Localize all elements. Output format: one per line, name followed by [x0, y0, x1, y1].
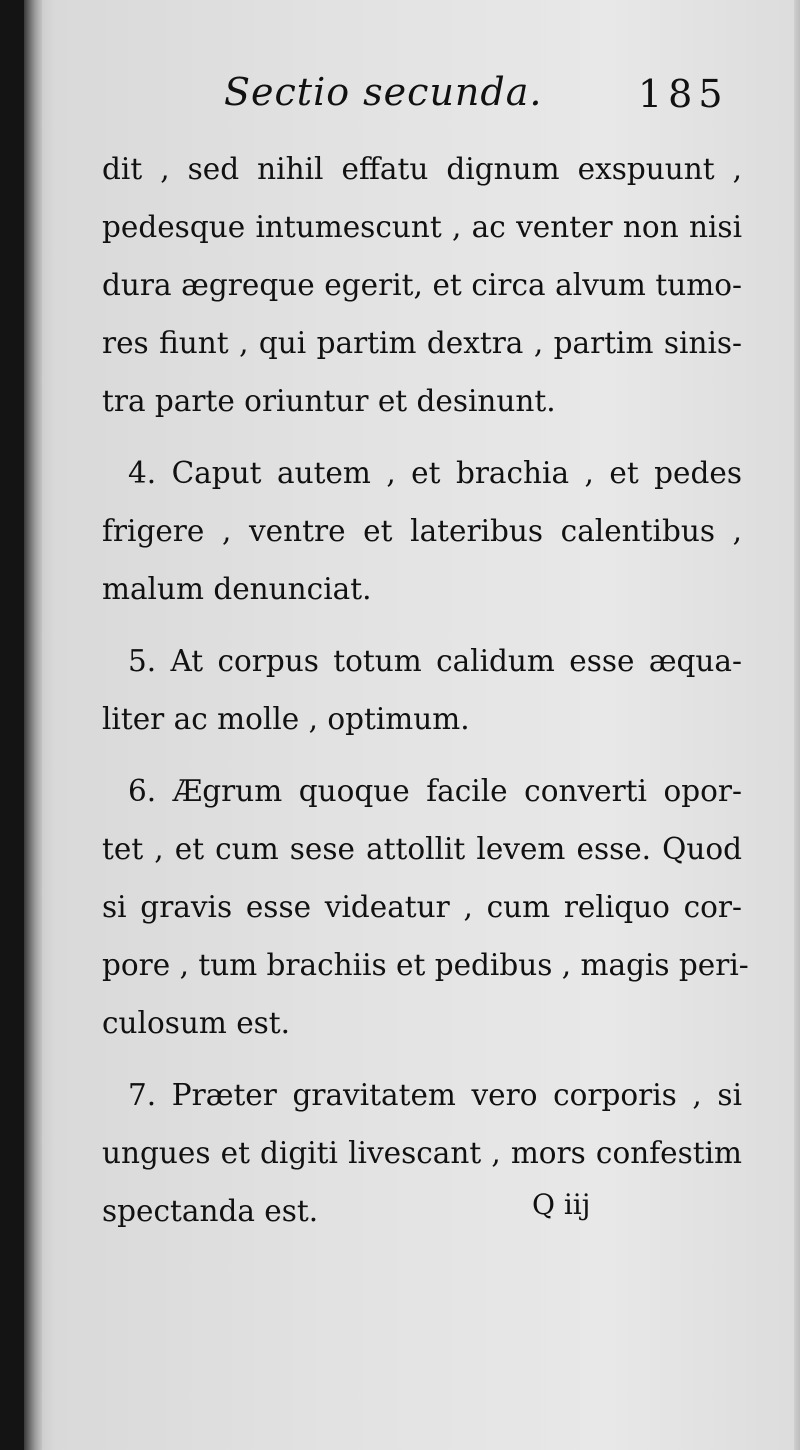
page-header: [204, 68, 744, 124]
text-line: 6. Ægrum quoque facile converti opor-: [128, 774, 742, 808]
text-line: malum denunciat.: [102, 572, 372, 606]
text-line: spectanda est.: [102, 1194, 319, 1228]
body-text: [102, 140, 749, 1240]
paragraph-continuation: [102, 140, 742, 430]
page-edge: [794, 0, 800, 1450]
text-line: dura ægreque egerit, et circa alvum tumo-: [102, 268, 742, 302]
book-page: [24, 0, 800, 1450]
paragraph-7: [102, 1066, 742, 1240]
text-line: pedesque intumescunt , ac venter non nisi: [102, 210, 742, 244]
paragraph-6: [102, 762, 749, 1052]
text-line: 4. Caput autem , et brachia , et pedes: [128, 456, 742, 490]
text-line: tra parte oriuntur et desinunt.: [102, 384, 556, 418]
text-line: 7. Præter gravitatem vero corporis , si: [128, 1078, 742, 1112]
text-line: pore , tum brachiis et pedibus , magis peri-: [102, 948, 749, 982]
paragraph-4: [102, 444, 742, 618]
text-line: tet , et cum sese attollit levem esse. Quod: [102, 832, 742, 866]
text-line: dit , sed nihil effatu dignum exspuunt ,: [102, 152, 742, 186]
page-number: 185: [638, 72, 729, 116]
text-line: liter ac molle , optimum.: [102, 702, 470, 736]
text-line: 5. At corpus totum calidum esse æqua-: [128, 644, 742, 678]
running-title: Sectio secunda.: [224, 70, 543, 114]
text-line: culosum est.: [102, 1006, 291, 1040]
catchword-signature: Q iij: [532, 1188, 591, 1221]
paragraph-5: [102, 632, 742, 748]
text-line: ungues et digiti livescant , mors confestim: [102, 1136, 742, 1170]
text-line: res fiunt , qui partim dextra , partim sinis-: [102, 326, 742, 360]
book-binding-shadow: [24, 0, 42, 1450]
text-line: frigere , ventre et lateribus calentibus ,: [102, 514, 742, 548]
text-line: si gravis esse videatur , cum reliquo cor-: [102, 890, 742, 924]
